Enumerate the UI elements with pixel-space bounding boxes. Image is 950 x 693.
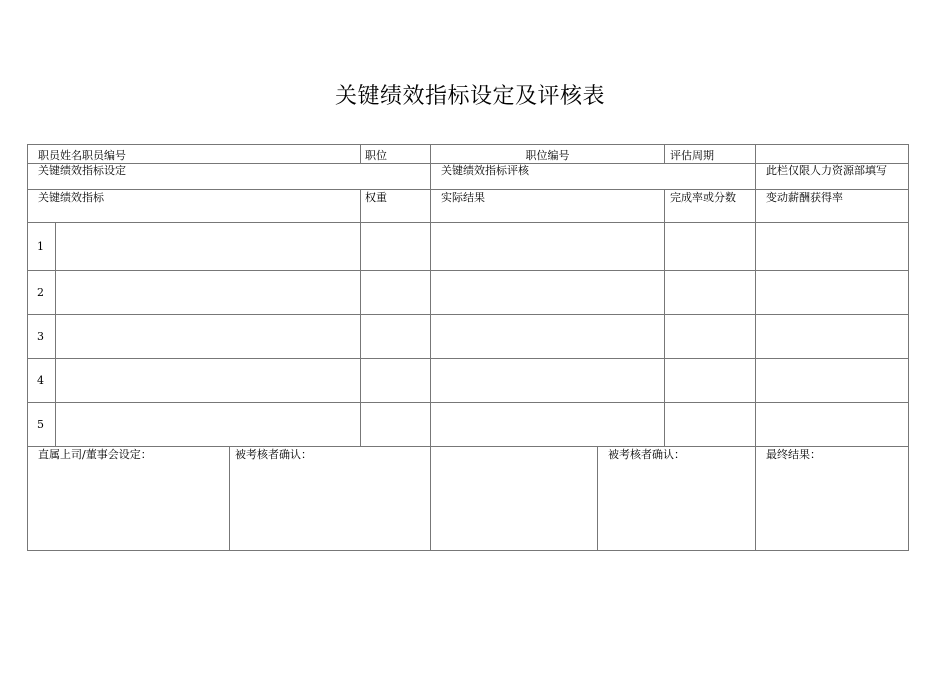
final-result-field[interactable]: 最终结果： [755, 446, 909, 551]
weight-input[interactable] [360, 314, 431, 359]
actual-result-input[interactable] [430, 314, 665, 359]
variable-pay-input[interactable] [755, 402, 909, 447]
actual-result-input[interactable] [430, 358, 665, 403]
kpi-input[interactable] [55, 358, 361, 403]
kpi-input[interactable] [55, 270, 361, 315]
appraisee-confirm-field[interactable]: 被考核者确认： [229, 446, 431, 551]
row-number: 3 [27, 314, 56, 359]
kpi-form-table [27, 144, 909, 551]
weight-input[interactable] [360, 402, 431, 447]
completion-score-input[interactable] [664, 402, 756, 447]
completion-score-input[interactable] [664, 314, 756, 359]
hr-only-header: 此栏仅限人力资源部填写 [755, 163, 909, 190]
variable-pay-input[interactable] [755, 358, 909, 403]
variable-pay-input[interactable] [755, 314, 909, 359]
actual-result-input[interactable] [430, 222, 665, 271]
blank-signature-field[interactable] [430, 446, 598, 551]
evaluation-period-value[interactable] [755, 144, 909, 164]
kpi-setting-header: 关键绩效指标设定 [27, 163, 431, 190]
kpi-input[interactable] [55, 402, 361, 447]
form-title: 关键绩效指标设定及评核表 [334, 84, 605, 109]
weight-column-header: 权重 [360, 189, 431, 223]
variable-pay-column-header: 变动薪酬获得率 [755, 189, 909, 223]
variable-pay-input[interactable] [755, 222, 909, 271]
kpi-input[interactable] [55, 314, 361, 359]
employee-name-id-field[interactable]: 职员姓名职员编号 [27, 144, 361, 164]
actual-result-column-header: 实际结果 [430, 189, 665, 223]
row-number: 1 [27, 222, 56, 271]
completion-score-column-header: 完成率或分数 [664, 189, 756, 223]
row-number: 2 [27, 270, 56, 315]
completion-score-input[interactable] [664, 222, 756, 271]
evaluation-period-field[interactable]: 评估周期 [664, 144, 756, 164]
row-number: 5 [27, 402, 56, 447]
appraisee-confirm-field-2[interactable]: 被考核者确认： [597, 446, 756, 551]
supervisor-set-field[interactable]: 直属上司/董事会设定： [27, 446, 230, 551]
position-field[interactable]: 职位 [360, 144, 431, 164]
weight-input[interactable] [360, 222, 431, 271]
kpi-review-header: 关键绩效指标评核 [430, 163, 756, 190]
actual-result-input[interactable] [430, 270, 665, 315]
position-id-field[interactable]: 职位编号 [430, 144, 665, 164]
actual-result-input[interactable] [430, 402, 665, 447]
completion-score-input[interactable] [664, 270, 756, 315]
variable-pay-input[interactable] [755, 270, 909, 315]
kpi-column-header: 关键绩效指标 [27, 189, 361, 223]
weight-input[interactable] [360, 358, 431, 403]
completion-score-input[interactable] [664, 358, 756, 403]
weight-input[interactable] [360, 270, 431, 315]
row-number: 4 [27, 358, 56, 403]
kpi-input[interactable] [55, 222, 361, 271]
